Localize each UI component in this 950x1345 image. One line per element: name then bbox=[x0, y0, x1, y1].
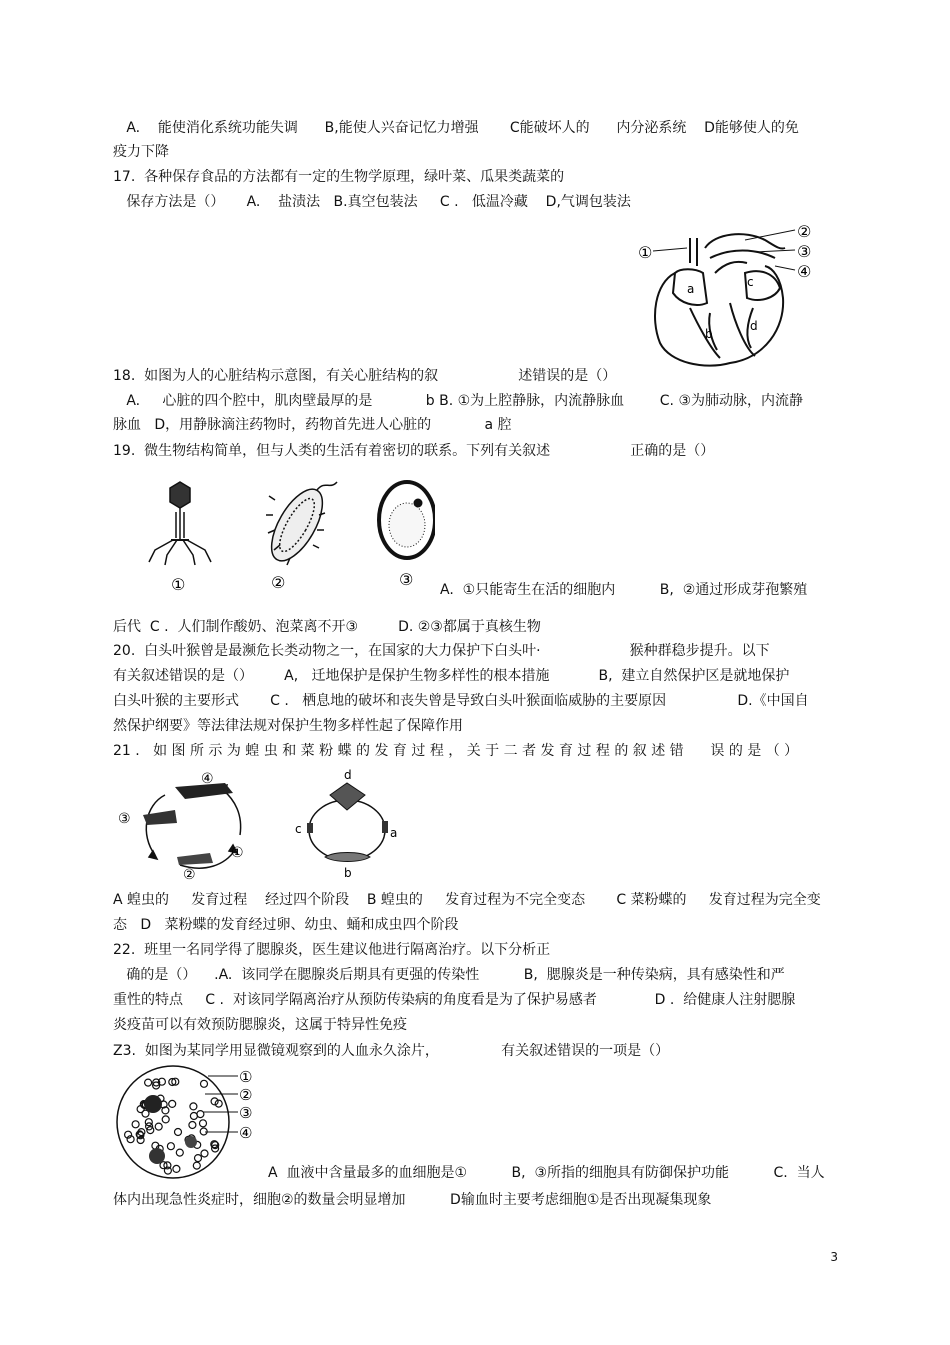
q19-stem: 19. 微生物结构简单，但与人类的生活有着密切的联系。下列有关叙述 正确的是（） bbox=[113, 443, 715, 459]
white-blood-cell bbox=[149, 1148, 165, 1164]
q22-options-2: 重性的特点 C . 对该同学隔离治疗从预防传染病的角度看是为了保护易感者 D . 给健康人注射腮腺 bbox=[113, 992, 796, 1008]
heart-label-1: ① bbox=[638, 243, 653, 262]
red-blood-cells bbox=[125, 1078, 223, 1174]
q17-options: 保存方法是（） A. 盐渍法 B.真空包装法 C . 低温冷藏 D,气调包装法 bbox=[113, 194, 631, 210]
q18-stem: 18. 如图为人的心脏结构示意图，有关心脏结构的叙 述错误的是（） bbox=[113, 368, 617, 384]
red-blood-cell bbox=[190, 1103, 197, 1110]
insect-development-diagram bbox=[115, 765, 405, 885]
q23-options: A 血液中含量最多的血细胞是① B, ③所指的细胞具有防御保护功能 C. 当人 bbox=[268, 1165, 825, 1181]
butterfly-adult bbox=[330, 783, 365, 810]
heart-label-b: b bbox=[705, 327, 713, 341]
blood-label-2: ② bbox=[239, 1086, 253, 1104]
microbe-label-1: ① bbox=[171, 575, 186, 594]
q20-options-3: 然保护纲要》等法律法规对保护生物多样性起了保障作用 bbox=[113, 718, 463, 734]
red-blood-cell bbox=[211, 1098, 218, 1105]
bacterium-figure bbox=[261, 481, 337, 568]
locust-label-1: ① bbox=[231, 845, 244, 861]
butterfly-label-a: a bbox=[390, 826, 398, 840]
locust-label-3: ③ bbox=[118, 811, 131, 827]
heart-label-4: ④ bbox=[797, 262, 812, 281]
locust-nymph-3 bbox=[143, 810, 177, 825]
blood-label-3: ③ bbox=[239, 1104, 253, 1122]
red-blood-cell bbox=[201, 1150, 208, 1157]
heart-label-c: c bbox=[747, 275, 754, 289]
q23-stem: Z3. 如图为某同学用显微镜观察到的人血永久涂片， 有关叙述错误的一项是（） bbox=[113, 1043, 670, 1059]
red-blood-cell bbox=[197, 1111, 204, 1118]
blood-label-1: ① bbox=[239, 1068, 253, 1086]
white-blood-cell bbox=[185, 1136, 197, 1148]
heart-diagram bbox=[635, 218, 820, 373]
butterfly-egg bbox=[307, 823, 313, 833]
page-number: 3 bbox=[830, 1250, 838, 1264]
q21-stem: 21 . 如 图 所 示 为 蝗 虫 和 菜 粉 蝶 的 发 育 过 程 ， 关 于 二 者 发 育 过 程 的 叙 述 错 误 的 是 （ ） bbox=[113, 743, 799, 759]
red-blood-cell bbox=[169, 1100, 176, 1107]
q21-options: A 蝗虫的 发育过程 经过四个阶段 B 蝗虫的 发育过程为不完全变态 C 菜粉蝶的 发育过程为完全变 bbox=[113, 892, 821, 908]
q19-options: A. ①只能寄生在活的细胞内 B, ②通过形成芽孢繁殖 bbox=[440, 582, 808, 598]
q20-options-1: 有关叙述错误的是（） A, 迁地保护是保护生物多样性的根本措施 B, 建立自然保护区是就地保护 bbox=[113, 668, 790, 684]
heart-label-d: d bbox=[750, 319, 758, 333]
red-blood-cell bbox=[162, 1116, 169, 1123]
white-blood-cell bbox=[144, 1095, 162, 1113]
red-blood-cell bbox=[189, 1122, 196, 1129]
heart-label-2: ② bbox=[797, 222, 812, 241]
yeast-figure bbox=[379, 482, 435, 558]
red-blood-cell bbox=[201, 1080, 208, 1087]
red-blood-cell bbox=[200, 1120, 207, 1127]
q19-options-cont: 后代 C . 人们制作酸奶、泡菜离不开③ D. ②③都属于真核生物 bbox=[113, 619, 541, 635]
locust-label-2: ② bbox=[183, 867, 196, 883]
red-blood-cell bbox=[193, 1162, 200, 1169]
red-blood-cell bbox=[175, 1129, 182, 1136]
q16-options-cont: 疫力下降 bbox=[113, 144, 169, 160]
red-blood-cell bbox=[155, 1123, 162, 1130]
q22-options-1: 确的是（） .A. 该同学在腮腺炎后期具有更强的传染性 B, 腮腺炎是一种传染病，具有感染性和严 bbox=[113, 967, 785, 983]
heart-label-3: ③ bbox=[797, 242, 812, 261]
red-blood-cell bbox=[132, 1121, 139, 1128]
red-blood-cell bbox=[145, 1079, 152, 1086]
q17-stem: 17. 各种保存食品的方法都有一定的生物学原理，绿叶菜、瓜果类蔬菜的 bbox=[113, 169, 565, 185]
red-blood-cell bbox=[176, 1149, 183, 1156]
virus-figure bbox=[149, 482, 211, 565]
microbes-diagram bbox=[135, 470, 435, 595]
q16-options: A. 能使消化系统功能失调 B,能使人兴奋记忆力增强 C能破坏人的 内分泌系统 D能够使人的免 bbox=[113, 120, 799, 136]
locust-label-4: ④ bbox=[201, 771, 214, 787]
butterfly-label-b: b bbox=[344, 866, 352, 880]
butterfly-label-c: c bbox=[295, 822, 302, 836]
red-blood-cell bbox=[173, 1165, 180, 1172]
butterfly-larva bbox=[325, 853, 370, 862]
microbe-label-3: ③ bbox=[399, 570, 414, 589]
q18-options-cont: 脉血 D，用静脉滴注药物时，药物首先进人心脏的 a 腔 bbox=[113, 417, 512, 433]
q22-options-3: 炎疫苗可以有效预防腮腺炎，这属于特异性免疫 bbox=[113, 1017, 407, 1033]
microbe-label-2: ② bbox=[271, 573, 286, 592]
red-blood-cell bbox=[167, 1143, 174, 1150]
butterfly-pupa bbox=[382, 821, 388, 833]
blood-smear-diagram bbox=[113, 1062, 273, 1182]
red-blood-cell bbox=[215, 1100, 222, 1107]
q20-options-2: 白头叶猴的主要形式 C . 栖息地的破坏和丧失曾是导致白头叶猴面临威胁的主要原因 D.《中国自 bbox=[113, 693, 809, 709]
q18-options: A. 心脏的四个腔中，肌肉壁最厚的是 b B. ①为上腔静脉，内流静脉血 C. ③为肺动脉，内流静 bbox=[113, 393, 804, 409]
red-blood-cell bbox=[195, 1155, 202, 1162]
red-blood-cell bbox=[164, 1167, 171, 1174]
q22-stem: 22. 班里一名同学得了腮腺炎，医生建议他进行隔离治疗。以下分析正 bbox=[113, 942, 551, 958]
blood-label-4: ④ bbox=[239, 1124, 253, 1142]
q23-options-cont: 体内出现急性炎症时，细胞②的数量会明显增加 D输血时主要考虑细胞①是否出现凝集现象 bbox=[113, 1192, 712, 1208]
butterfly-label-d: d bbox=[344, 768, 352, 782]
locust-nymph-2 bbox=[177, 853, 213, 865]
q20-stem: 20. 白头叶猴曾是最濒危长类动物之一，在国家的大力保护下白头叶· 猴种群稳步提升。以下 bbox=[113, 643, 770, 659]
q21-options-cont: 态 D 菜粉蝶的发育经过卵、幼虫、蛹和成虫四个阶段 bbox=[113, 917, 459, 933]
heart-label-a: a bbox=[687, 282, 695, 296]
